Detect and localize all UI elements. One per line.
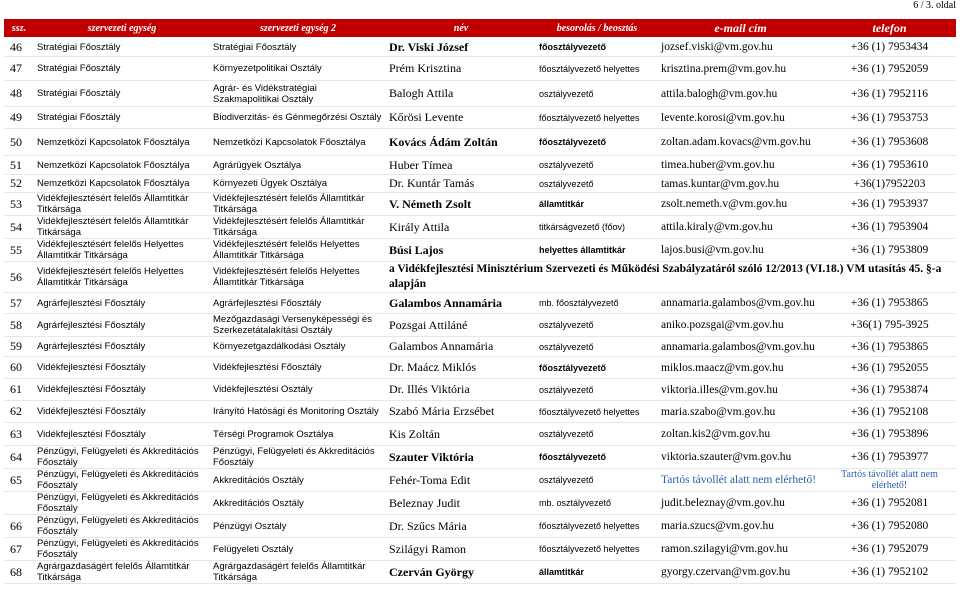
email-cell[interactable]: annamaria.galambos@vm.gov.hu (658, 337, 823, 357)
role-cell: osztályvezető (536, 314, 658, 337)
role-cell: főosztályvezető helyettes (536, 515, 658, 538)
unit2-cell: Mezőgazdasági Versenyképességi és Szerkezetátalakítási Osztály (210, 314, 386, 337)
role-cell: államtitkár (536, 561, 658, 584)
unit-cell: Nemzetközi Kapcsolatok Főosztálya (34, 129, 210, 156)
unit-cell: Agrárgazdaságért felelős Államtitkár Titkársága (34, 561, 210, 584)
table-row (4, 81, 956, 107)
role-cell: főosztályvezető helyettes (536, 401, 658, 423)
unit-cell: Stratégiai Főosztály (34, 57, 210, 81)
name-cell: Búsi Lajos (386, 239, 536, 262)
table-row (4, 314, 956, 337)
email-cell[interactable]: timea.huber@vm.gov.hu (658, 156, 823, 175)
role-cell: főosztályvezető (536, 446, 658, 469)
unit-cell: Vidékfejlesztésért felelős Államtitkár Titkársága (34, 216, 210, 239)
role-cell: államtitkár (536, 193, 658, 216)
phone-cell: +36 (1) 7952102 (823, 561, 956, 584)
phone-cell: +36(1)7952203 (823, 175, 956, 193)
phone-cell: +36(1) 795-3925 (823, 314, 956, 337)
email-cell[interactable]: viktoria.szauter@vm.gov.hu (658, 446, 823, 469)
unit2-cell: Vidékfejlesztési Osztály (210, 379, 386, 401)
table-row (4, 515, 956, 538)
name-cell: Dr. Maácz Miklós (386, 357, 536, 379)
email-cell[interactable]: viktoria.illes@vm.gov.hu (658, 379, 823, 401)
role-cell: titkárságvezető (főov) (536, 216, 658, 239)
email-cell[interactable]: attila.kiraly@vm.gov.hu (658, 216, 823, 239)
email-cell[interactable]: levente.korosi@vm.gov.hu (658, 107, 823, 129)
name-cell: Szilágyi Ramon (386, 538, 536, 561)
role-cell: osztályvezető (536, 379, 658, 401)
role-cell: főosztályvezető (536, 38, 658, 57)
name-cell: Pozsgai Attiláné (386, 314, 536, 337)
email-cell[interactable]: jozsef.viski@vm.gov.hu (658, 38, 823, 57)
email-cell[interactable]: gyorgy.czervan@vm.gov.hu (658, 561, 823, 584)
unit-cell: Pénzügyi, Felügyeleti és Akkreditációs Főosztály (34, 492, 210, 515)
name-cell: Beleznay Judit (386, 492, 536, 515)
unit-cell: Pénzügyi, Felügyeleti és Akkreditációs Főosztály (34, 515, 210, 538)
row-number: 54 (4, 216, 34, 239)
email-cell[interactable]: zsolt.nemeth.v@vm.gov.hu (658, 193, 823, 216)
email-cell[interactable]: maria.szucs@vm.gov.hu (658, 515, 823, 538)
unit-cell: Stratégiai Főosztály (34, 107, 210, 129)
row-number: 56 (4, 262, 34, 293)
phone-cell: +36 (1) 7953896 (823, 423, 956, 446)
header-unit2: szervezeti egység 2 (210, 19, 386, 38)
phone-cell: +36 (1) 7953937 (823, 193, 956, 216)
unit-cell: Vidékfejlesztési Főosztály (34, 379, 210, 401)
phone-cell: +36 (1) 7953865 (823, 293, 956, 314)
unit2-cell: Stratégiai Főosztály (210, 38, 386, 57)
table-row (4, 423, 956, 446)
name-cell: Huber Tímea (386, 156, 536, 175)
row-number: 61 (4, 379, 34, 401)
email-cell[interactable]: tamas.kuntar@vm.gov.hu (658, 175, 823, 193)
role-cell: osztályvezető (536, 175, 658, 193)
role-cell: osztályvezető (536, 469, 658, 492)
phone-cell: +36 (1) 7953608 (823, 129, 956, 156)
row-number (4, 492, 34, 515)
unit-cell: Vidékfejlesztési Főosztály (34, 401, 210, 423)
row-number: 62 (4, 401, 34, 423)
name-cell: Szabó Mária Erzsébet (386, 401, 536, 423)
table-row (4, 129, 956, 156)
unit2-cell: Irányító Hatósági és Monitoring Osztály (210, 401, 386, 423)
phone-cell: +36 (1) 7952079 (823, 538, 956, 561)
name-cell: Kőrösi Levente (386, 107, 536, 129)
table-row (4, 57, 956, 81)
table-row (4, 38, 956, 57)
phone-cell: Tartós távollét alatt nem elérhető! (823, 469, 956, 492)
unit2-cell: Térségi Programok Osztálya (210, 423, 386, 446)
header-role: besorolás / beosztás (536, 19, 658, 38)
unit2-cell: Akkreditációs Osztály (210, 492, 386, 515)
name-cell: Dr. Szűcs Mária (386, 515, 536, 538)
unit-cell: Vidékfejlesztésért felelős Helyettes Államtitkár Titkársága (34, 262, 210, 293)
row-number: 48 (4, 81, 34, 107)
unit2-cell: Pénzügyi Osztály (210, 515, 386, 538)
phone-cell: +36 (1) 7953865 (823, 337, 956, 357)
table-row (4, 107, 956, 129)
table-row (4, 156, 956, 175)
phone-cell: +36 (1) 7952108 (823, 401, 956, 423)
name-cell: V. Németh Zsolt (386, 193, 536, 216)
unit-cell: Vidékfejlesztésért felelős Helyettes Államtitkár Titkársága (34, 239, 210, 262)
table-row (4, 561, 956, 584)
unit2-cell: Agrárügyek Osztálya (210, 156, 386, 175)
email-cell[interactable]: Tartós távollét alatt nem elérhető! (658, 469, 823, 492)
unit2-cell: Vidékfejlesztési Főosztály (210, 357, 386, 379)
name-cell: Galambos Annamária (386, 293, 536, 314)
table-row (4, 446, 956, 469)
phone-cell: +36 (1) 7952081 (823, 492, 956, 515)
unit2-cell: Környezetgazdálkodási Osztály (210, 337, 386, 357)
phone-cell: +36 (1) 7953809 (823, 239, 956, 262)
table-body (4, 38, 956, 584)
role-cell: osztályvezető (536, 337, 658, 357)
unit2-cell: Agrárgazdaságért felelős Államtitkár Titkársága (210, 561, 386, 584)
unit-cell: Vidékfejlesztésért felelős Államtitkár Titkársága (34, 193, 210, 216)
role-cell: osztályvezető (536, 156, 658, 175)
unit2-cell: Felügyeleti Osztály (210, 538, 386, 561)
row-number: 58 (4, 314, 34, 337)
row-number: 49 (4, 107, 34, 129)
email-cell[interactable]: maria.szabo@vm.gov.hu (658, 401, 823, 423)
name-cell: Kovács Ádám Zoltán (386, 129, 536, 156)
note-cell: a Vidékfejlesztési Minisztérium Szervezeti és Működési Szabályzatáról szóló 12/2013 (VI.18.) VM utasítás 45. §-a alapján (386, 262, 956, 293)
phone-cell: +36 (1) 7953610 (823, 156, 956, 175)
phone-cell: +36 (1) 7952059 (823, 57, 956, 81)
row-number: 46 (4, 38, 34, 57)
name-cell: Czerván György (386, 561, 536, 584)
email-cell[interactable]: krisztina.prem@vm.gov.hu (658, 57, 823, 81)
name-cell: Dr. Illés Viktória (386, 379, 536, 401)
table-row (4, 379, 956, 401)
email-cell[interactable]: ramon.szilagyi@vm.gov.hu (658, 538, 823, 561)
row-number: 50 (4, 129, 34, 156)
role-cell: helyettes államtitkár (536, 239, 658, 262)
role-cell: főosztályvezető helyettes (536, 57, 658, 81)
row-number: 64 (4, 446, 34, 469)
email-cell[interactable]: aniko.pozsgai@vm.gov.hu (658, 314, 823, 337)
role-cell: osztályvezető (536, 423, 658, 446)
table-row (4, 239, 956, 262)
table-row (4, 293, 956, 314)
row-number: 51 (4, 156, 34, 175)
name-cell: Szauter Viktória (386, 446, 536, 469)
table-row (4, 216, 956, 239)
table-row (4, 337, 956, 357)
email-cell[interactable]: lajos.busi@vm.gov.hu (658, 239, 823, 262)
unit-cell: Agrárfejlesztési Főosztály (34, 337, 210, 357)
unit-cell: Nemzetközi Kapcsolatok Főosztálya (34, 175, 210, 193)
unit-cell: Agrárfejlesztési Főosztály (34, 293, 210, 314)
unit-cell: Stratégiai Főosztály (34, 81, 210, 107)
header-unit: szervezeti egység (34, 19, 210, 38)
unit-cell: Pénzügyi, Felügyeleti és Akkreditációs Főosztály (34, 446, 210, 469)
role-cell: osztályvezető (536, 81, 658, 107)
unit-cell: Stratégiai Főosztály (34, 38, 210, 57)
unit2-cell: Akkreditációs Osztály (210, 469, 386, 492)
header-email: e-mail cím (658, 19, 823, 38)
table-header-row (4, 19, 956, 38)
email-cell[interactable]: miklos.maacz@vm.gov.hu (658, 357, 823, 379)
name-cell: Balogh Attila (386, 81, 536, 107)
unit2-cell: Agrárfejlesztési Főosztály (210, 293, 386, 314)
row-number: 67 (4, 538, 34, 561)
role-cell: főosztályvezető helyettes (536, 538, 658, 561)
name-cell: Kis Zoltán (386, 423, 536, 446)
header-phone: telefon (823, 19, 956, 38)
unit-cell: Vidékfejlesztési Főosztály (34, 357, 210, 379)
role-cell: főosztályvezető (536, 129, 658, 156)
phone-cell: +36 (1) 7953874 (823, 379, 956, 401)
role-cell: mb. főosztályvezető (536, 293, 658, 314)
row-number: 47 (4, 57, 34, 81)
unit-cell: Vidékfejlesztési Főosztály (34, 423, 210, 446)
unit2-cell: Környezeti Ügyek Osztálya (210, 175, 386, 193)
name-cell: Dr. Kuntár Tamás (386, 175, 536, 193)
unit2-cell: Agrár- és Vidékstratégiai Szakmapolitikai Osztály (210, 81, 386, 107)
header-name: név (386, 19, 536, 38)
role-cell: mb. osztályvezető (536, 492, 658, 515)
name-cell: Galambos Annamária (386, 337, 536, 357)
row-number: 59 (4, 337, 34, 357)
unit2-cell: Vidékfejlesztésért felelős Helyettes Államtitkár Titkársága (210, 239, 386, 262)
table-row (4, 401, 956, 423)
unit2-cell: Környezetpolitikai Osztály (210, 57, 386, 81)
row-number: 65 (4, 469, 34, 492)
phone-cell: +36 (1) 7953753 (823, 107, 956, 129)
unit2-cell: Vidékfejlesztésért felelős Államtitkár Titkársága (210, 216, 386, 239)
table-row (4, 262, 956, 293)
unit-cell: Pénzügyi, Felügyeleti és Akkreditációs Főosztály (34, 469, 210, 492)
unit-cell: Nemzetközi Kapcsolatok Főosztálya (34, 156, 210, 175)
phone-cell: +36 (1) 7952080 (823, 515, 956, 538)
email-cell[interactable]: zoltan.kis2@vm.gov.hu (658, 423, 823, 446)
name-cell: Király Attila (386, 216, 536, 239)
email-cell[interactable]: annamaria.galambos@vm.gov.hu (658, 293, 823, 314)
unit-cell: Pénzügyi, Felügyeleti és Akkreditációs Főosztály (34, 538, 210, 561)
phone-cell: +36 (1) 7953977 (823, 446, 956, 469)
phone-cell: +36 (1) 7953904 (823, 216, 956, 239)
table-row (4, 469, 956, 492)
table-row (4, 492, 956, 515)
row-number: 53 (4, 193, 34, 216)
name-cell: Fehér-Toma Edit (386, 469, 536, 492)
unit2-cell: Nemzetközi Kapcsolatok Főosztálya (210, 129, 386, 156)
role-cell: főosztályvezető (536, 357, 658, 379)
email-cell[interactable]: zoltan.adam.kovacs@vm.gov.hu (658, 129, 823, 156)
table-row (4, 538, 956, 561)
name-cell: Prém Krisztina (386, 57, 536, 81)
row-number: 52 (4, 175, 34, 193)
phone-cell: +36 (1) 7952116 (823, 81, 956, 107)
row-number: 57 (4, 293, 34, 314)
unit2-cell: Vidékfejlesztésért felelős Államtitkár Titkársága (210, 193, 386, 216)
email-cell[interactable]: attila.balogh@vm.gov.hu (658, 81, 823, 107)
email-cell[interactable]: judit.beleznay@vm.gov.hu (658, 492, 823, 515)
phone-cell: +36 (1) 7952055 (823, 357, 956, 379)
unit2-cell: Biodiverzitás- és Génmegőrzési Osztály (210, 107, 386, 129)
page-number: 6 / 3. oldal (913, 0, 956, 11)
contact-table (4, 19, 956, 584)
unit2-cell: Vidékfejlesztésért felelős Helyettes Államtitkár Titkársága (210, 262, 386, 293)
table-row (4, 175, 956, 193)
phone-cell: +36 (1) 7953434 (823, 38, 956, 57)
header-ssz: ssz. (4, 19, 34, 38)
table-row (4, 193, 956, 216)
role-cell: főosztályvezető helyettes (536, 107, 658, 129)
row-number: 60 (4, 357, 34, 379)
name-cell: Dr. Viski József (386, 38, 536, 57)
row-number: 66 (4, 515, 34, 538)
unit2-cell: Pénzügyi, Felügyeleti és Akkreditációs Főosztály (210, 446, 386, 469)
unit-cell: Agrárfejlesztési Főosztály (34, 314, 210, 337)
row-number: 68 (4, 561, 34, 584)
table-row (4, 357, 956, 379)
row-number: 55 (4, 239, 34, 262)
row-number: 63 (4, 423, 34, 446)
